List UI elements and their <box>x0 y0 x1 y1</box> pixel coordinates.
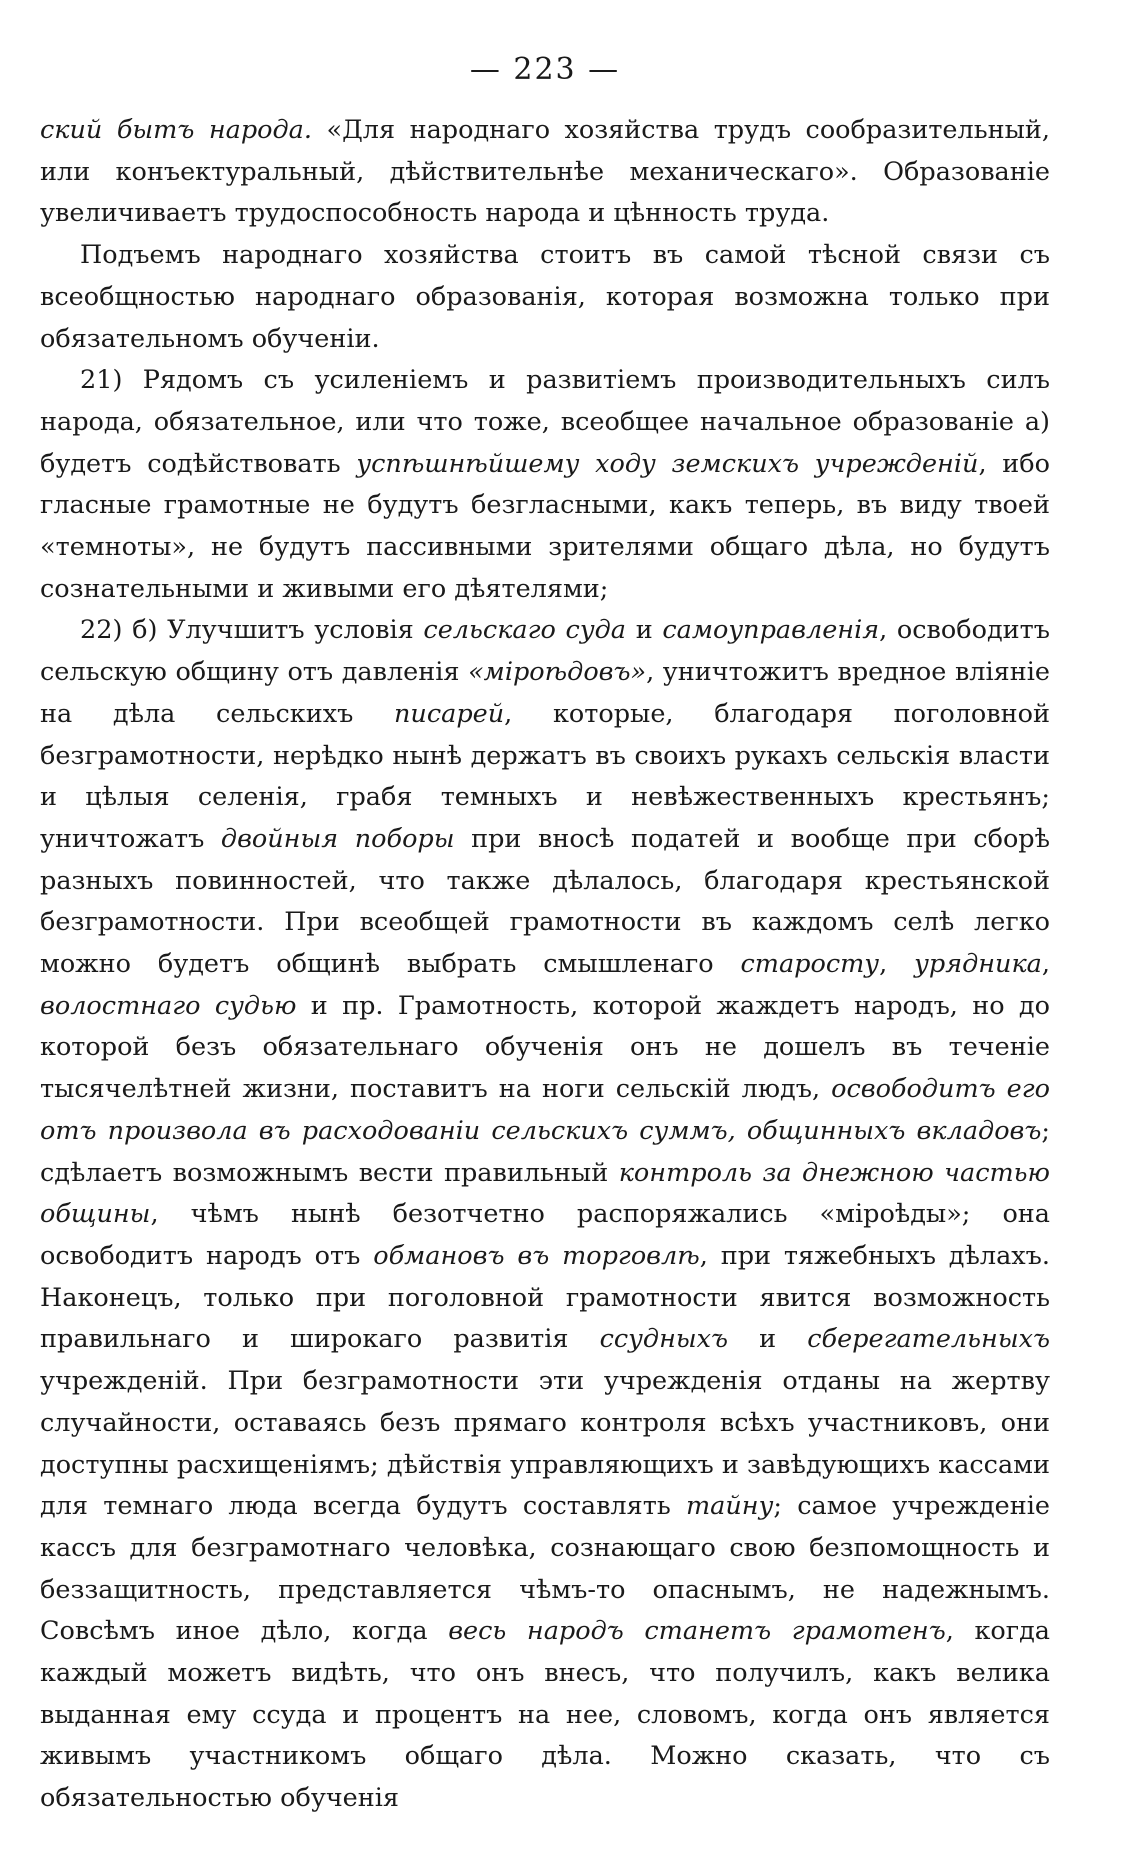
text-run: и <box>728 1324 808 1355</box>
italic-run: старосту <box>740 949 880 980</box>
italic-run: тайну <box>685 1491 774 1522</box>
text-run: , уничтожитъ вредное вліяніе на дѣла сельскихъ <box>40 657 1050 729</box>
text-run: Подъемъ народнаго хозяйства стоитъ въ самой тѣсной связи съ всеобщностью народнаго образованія, которая возможна только при обязательномъ обученіи. <box>40 240 1050 354</box>
text-run: и <box>626 615 663 646</box>
italic-run: «міроѣдовъ» <box>468 657 647 688</box>
paragraph-p2 <box>40 235 1050 360</box>
text-run: 21) Рядомъ съ усиленіемъ и развитіемъ производительныхъ силъ народа, обязательное, или что тоже, всеобщее начальное образованіе а) будетъ содѣйствовать <box>40 365 1050 479</box>
text-run: , освободитъ сельскую общину отъ давленія <box>40 615 1050 688</box>
italic-run: сберегательныхъ <box>807 1324 1050 1355</box>
text-run: , при тяжебныхъ дѣлахъ. Наконецъ, только при поголовной грамотности явится возможность правильнаго и широкаго развитія <box>40 1240 1051 1355</box>
italic-run: двойныя поборы <box>220 823 455 854</box>
italic-run: волостнаго судью <box>40 990 297 1021</box>
text-run: , ибо гласные грамотные не будутъ безгласными, какъ теперь, въ виду твоей «темноты», не будутъ пассивными зрителями общаго дѣла, но будутъ сознательными и живыми его дѣятелями; <box>40 448 1050 604</box>
text-run: , когда каждый можетъ видѣть, что онъ внесъ, что получилъ, какъ велика выданная ему ссуда и процентъ на нее, словомъ, когда онъ является живымъ участникомъ общаго дѣла. Можно сказать, что съ обязательностью обученія <box>40 1616 1051 1814</box>
body-text <box>40 110 1050 1820</box>
italic-run: урядника <box>914 949 1042 980</box>
italic-run: самоуправленія <box>662 615 880 646</box>
text-run: , <box>879 949 915 980</box>
page-number: — 223 — <box>469 52 621 87</box>
italic-run: ский бытъ народа. <box>40 115 312 145</box>
text-run: , которые, благодаря поголовной безграмотности, нерѣдко нынѣ держатъ въ своихъ рукахъ сельскія власти и цѣлыя селенія, грабя темныхъ и невѣжественныхъ крестьянъ; уничтожатъ <box>40 698 1050 854</box>
text-run: и пр. Грамотность, которой жаждетъ народъ, но до которой безъ обязательнаго обученія онъ не дошелъ въ теченіе тысячелѣтней жизни, поставитъ на ноги сельскій людъ, <box>40 990 1050 1105</box>
paragraph-p3 <box>40 360 1050 610</box>
italic-run: весь народъ станетъ грамотенъ <box>448 1616 946 1647</box>
italic-run: освободитъ его отъ произвола въ расходованіи сельскихъ суммъ, общинныхъ вкладовъ <box>40 1074 1050 1146</box>
italic-run: ссудныхъ <box>599 1324 729 1355</box>
text-run: ; самое учрежденіе кассъ для безграмотнаго человѣка, сознающаго свою безпомощность и беззащитность, представляется чѣмъ-то опаснымъ, не надежнымъ. Совсѣмъ иное дѣло, когда <box>40 1491 1050 1647</box>
text-run: учрежденій. При безграмотности эти учрежденія отданы на жертву случайности, оставаясь безъ прямаго контроля всѣхъ участниковъ, они доступны расхищеніямъ; дѣйствія управляющихъ и завѣдующихъ кассами для темнаго люда всегда будутъ составлять <box>40 1366 1050 1522</box>
text-run: , <box>1041 949 1050 980</box>
text-run: «Для народнаго хозяйства трудъ сообразительный, или конъектуральный, дѣйствительнѣе механическаго». Образованіе увеличиваетъ трудоспособность народа и цѣнность труда. <box>40 115 1050 229</box>
text-run: ; сдѣлаетъ возможнымъ вести правильный <box>40 1115 1050 1188</box>
text-run: , чѣмъ нынѣ безотчетно распоряжались «міроѣды»; она освободитъ народъ отъ <box>40 1199 1050 1271</box>
italic-run: писарей <box>394 698 505 729</box>
paragraph-p1 <box>40 110 1050 235</box>
paragraph-p4 <box>40 610 1050 1819</box>
text-run: при вносѣ податей и вообще при сборѣ разныхъ повинностей, что также дѣлалось, благодаря крестьянской безграмотности. При всеобщей грамотности въ каждомъ селѣ легко можно будетъ общинѣ выбрать смышленаго <box>40 823 1050 980</box>
italic-run: успѣшнѣйшему ходу земскихъ учрежденій <box>356 448 979 479</box>
italic-run: обмановъ въ торговлѣ <box>373 1240 700 1271</box>
italic-run: контроль за днежною частью общины <box>40 1157 1050 1230</box>
italic-run: сельскаго суда <box>423 615 626 646</box>
text-run: 22) б) Улучшитъ условія <box>80 615 424 646</box>
